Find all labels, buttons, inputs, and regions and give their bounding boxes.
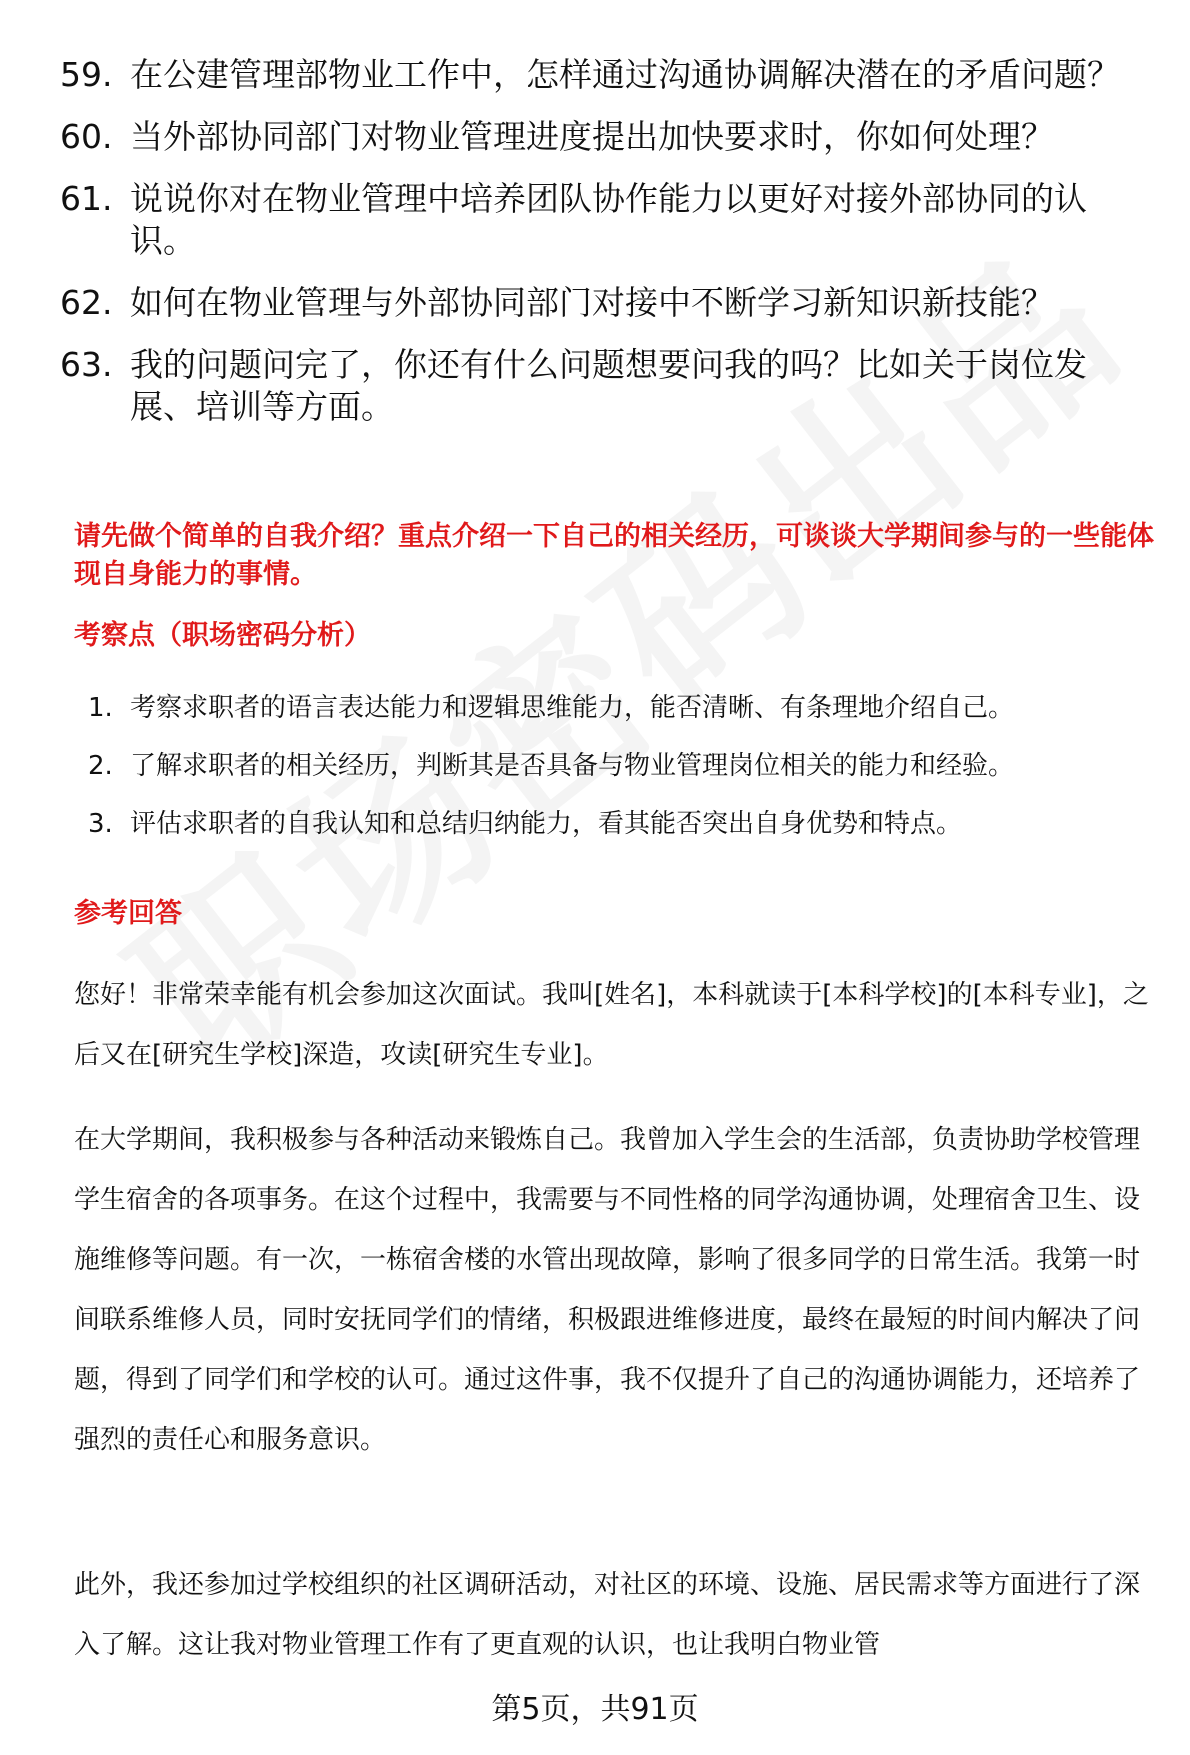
question-number: 59. (60, 55, 113, 94)
question-item (60, 282, 1150, 324)
analysis-point-text: 了解求职者的相关经历，判断其是否具备与物业管理岗位相关的能力和经验。 (130, 751, 1015, 781)
answer-paragraph (74, 1555, 1154, 1675)
analysis-point-text: 评估求职者的自我认知和总结归纳能力，看其能否突出自身优势和特点。 (130, 809, 963, 839)
question-text: 在公建管理部物业工作中，怎样通过沟通协调解决潜在的矛盾问题？ (130, 55, 1120, 94)
question-number: 60. (60, 117, 113, 156)
analysis-point-number: 2. (88, 751, 113, 781)
question-number: 61. (60, 179, 113, 218)
question-text: 说说你对在物业管理中培养团队协作能力以更好对接外部协同的认识。 (130, 179, 1087, 260)
analysis-point (88, 690, 1148, 726)
intro-question-heading: 请先做个简单的自我介绍？重点介绍一下自己的相关经历，可谈谈大学期间参与的一些能体现自身能力的事情。 (74, 521, 1154, 590)
question-text: 我的问题问完了，你还有什么问题想要问我的吗？比如关于岗位发展、培训等方面。 (130, 345, 1087, 426)
analysis-points-list (88, 690, 1148, 864)
analysis-point (88, 748, 1148, 784)
analysis-point-text: 考察求职者的语言表达能力和逻辑思维能力，能否清晰、有条理地介绍自己。 (130, 693, 1015, 723)
answer-paragraph (74, 965, 1154, 1085)
page-footer: 第5页，共91页 (491, 1692, 699, 1727)
analysis-heading: 考察点（职场密码分析） (74, 620, 371, 651)
question-text: 当外部协同部门对物业管理进度提出加快要求时，你如何处理？ (130, 117, 1054, 156)
question-item (60, 344, 1150, 428)
answer-paragraph-text: 在大学期间，我积极参与各种活动来锻炼自己。我曾加入学生会的生活部，负责协助学校管理学生宿舍的各项事务。在这个过程中，我需要与不同性格的同学沟通协调，处理宿舍卫生、设施维修等问题。有一次，一栋宿舍楼的水管出现故障，影响了很多同学的日常生活。我第一时间联系维修人员，同时安抚同学们的情绪，积极跟进维修进度，最终在最短的时间内解决了问题，得到了同学们和学校的认可。通过这件事，我不仅提升了自己的沟通协调能力，还培养了强烈的责任心和服务意识。 (74, 1125, 1141, 1455)
question-item (60, 116, 1150, 158)
analysis-point-number: 1. (88, 693, 113, 723)
question-item (60, 178, 1150, 262)
question-number: 62. (60, 283, 113, 322)
analysis-point-number: 3. (88, 809, 113, 839)
answer-paragraph (74, 1110, 1154, 1470)
answer-heading: 参考回答 (74, 898, 182, 929)
question-list (60, 54, 1150, 448)
answer-paragraph-text: 此外，我还参加过学校组织的社区调研活动，对社区的环境、设施、居民需求等方面进行了深入了解。这让我对物业管理工作有了更直观的认识，也让我明白物业管 (74, 1570, 1141, 1660)
question-item (60, 54, 1150, 96)
answer-paragraph-text: 您好！非常荣幸能有机会参加这次面试。我叫[姓名]，本科就读于[本科学校]的[本科专业]，之后又在[研究生学校]深造，攻读[研究生专业]。 (74, 980, 1149, 1070)
question-number: 63. (60, 345, 113, 384)
question-text: 如何在物业管理与外部协同部门对接中不断学习新知识新技能？ (130, 283, 1054, 322)
analysis-point (88, 806, 1148, 842)
